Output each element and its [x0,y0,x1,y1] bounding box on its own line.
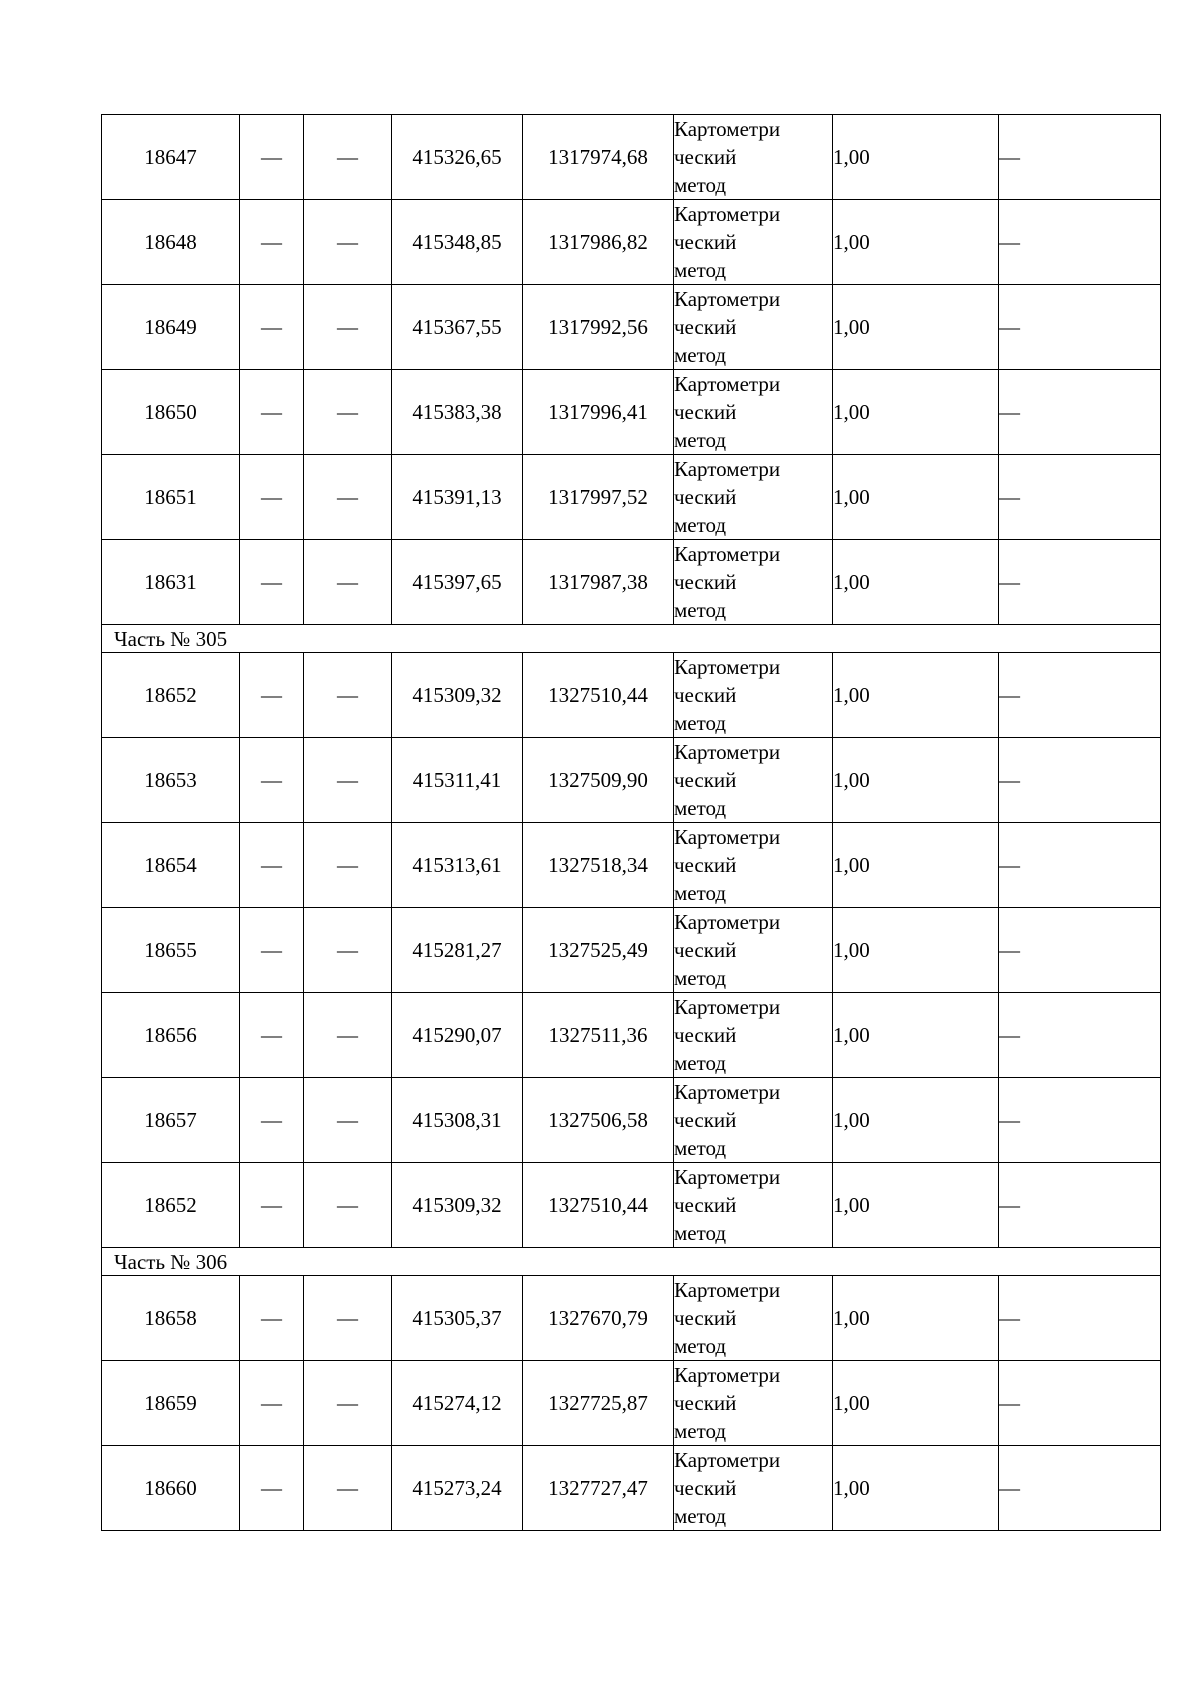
error-cell: 1,00 [833,908,999,993]
empty-dash-cell: — [304,370,392,455]
empty-dash-cell: — [304,993,392,1078]
method-cell [674,993,833,1078]
empty-dash-cell: — [240,1276,304,1361]
point-id-cell: 18652 [102,653,240,738]
description-dash-cell: — [999,540,1161,625]
error-cell: 1,00 [833,115,999,200]
description-dash-cell: — [999,285,1161,370]
empty-dash-cell: — [304,1361,392,1446]
method-line: ческий [674,683,737,707]
method-cell [674,653,833,738]
x-coordinate-cell: 415311,41 [392,738,523,823]
description-dash-cell: — [999,738,1161,823]
method-line: метод [674,173,727,197]
table-row [102,823,1161,908]
point-id-cell: 18655 [102,908,240,993]
table-row [102,1361,1161,1446]
method-line: Картометри [674,542,781,566]
y-coordinate-cell: 1317997,52 [523,455,674,540]
error-cell: 1,00 [833,1276,999,1361]
point-id-cell: 18648 [102,200,240,285]
table-row [102,653,1161,738]
method-line: Картометри [674,457,781,481]
point-id-cell: 18659 [102,1361,240,1446]
method-cell [674,285,833,370]
description-dash-cell: — [999,993,1161,1078]
method-line: Картометри [674,202,781,226]
method-cell [674,1078,833,1163]
method-line: ческий [674,1023,737,1047]
empty-dash-cell: — [304,540,392,625]
y-coordinate-cell: 1317974,68 [523,115,674,200]
y-coordinate-cell: 1317996,41 [523,370,674,455]
table-row [102,1446,1161,1531]
x-coordinate-cell: 415367,55 [392,285,523,370]
method-line: метод [674,1221,727,1245]
method-line: метод [674,881,727,905]
error-cell: 1,00 [833,993,999,1078]
method-line: метод [674,513,727,537]
point-id-cell: 18650 [102,370,240,455]
y-coordinate-cell: 1317992,56 [523,285,674,370]
description-dash-cell: — [999,115,1161,200]
y-coordinate-cell: 1327725,87 [523,1361,674,1446]
description-dash-cell: — [999,908,1161,993]
empty-dash-cell: — [304,823,392,908]
point-id-cell: 18647 [102,115,240,200]
method-line: метод [674,1051,727,1075]
empty-dash-cell: — [240,653,304,738]
error-cell: 1,00 [833,540,999,625]
point-id-cell: 18658 [102,1276,240,1361]
method-line: ческий [674,768,737,792]
y-coordinate-cell: 1317987,38 [523,540,674,625]
section-label: Часть № 306 [102,1248,1161,1276]
description-dash-cell: — [999,1361,1161,1446]
y-coordinate-cell: 1327509,90 [523,738,674,823]
empty-dash-cell: — [240,370,304,455]
description-dash-cell: — [999,455,1161,540]
error-cell: 1,00 [833,370,999,455]
method-line: метод [674,258,727,282]
method-line: Картометри [674,825,781,849]
error-cell: 1,00 [833,200,999,285]
method-cell [674,455,833,540]
point-id-cell: 18653 [102,738,240,823]
empty-dash-cell: — [304,1163,392,1248]
empty-dash-cell: — [240,908,304,993]
y-coordinate-cell: 1327518,34 [523,823,674,908]
error-cell: 1,00 [833,1446,999,1531]
error-cell: 1,00 [833,738,999,823]
method-line: Картометри [674,1278,781,1302]
error-cell: 1,00 [833,285,999,370]
table-row [102,1276,1161,1361]
method-line: Картометри [674,117,781,141]
method-cell [674,908,833,993]
method-line: метод [674,598,727,622]
table-row [102,908,1161,993]
method-line: ческий [674,938,737,962]
error-cell: 1,00 [833,653,999,738]
x-coordinate-cell: 415397,65 [392,540,523,625]
method-line: ческий [674,1108,737,1132]
empty-dash-cell: — [304,653,392,738]
x-coordinate-cell: 415281,27 [392,908,523,993]
description-dash-cell: — [999,1276,1161,1361]
description-dash-cell: — [999,1446,1161,1531]
point-id-cell: 18651 [102,455,240,540]
y-coordinate-cell: 1327510,44 [523,653,674,738]
table-body [102,115,1161,1531]
table-row [102,200,1161,285]
method-line: ческий [674,1476,737,1500]
point-id-cell: 18654 [102,823,240,908]
x-coordinate-cell: 415391,13 [392,455,523,540]
method-line: Картометри [674,1165,781,1189]
section-label: Часть № 305 [102,625,1161,653]
x-coordinate-cell: 415326,65 [392,115,523,200]
method-line: ческий [674,1306,737,1330]
empty-dash-cell: — [240,455,304,540]
x-coordinate-cell: 415305,37 [392,1276,523,1361]
point-id-cell: 18631 [102,540,240,625]
method-line: Картометри [674,287,781,311]
description-dash-cell: — [999,653,1161,738]
point-id-cell: 18656 [102,993,240,1078]
point-id-cell: 18649 [102,285,240,370]
method-line: Картометри [674,1448,781,1472]
method-cell [674,540,833,625]
empty-dash-cell: — [304,908,392,993]
section-header-row [102,625,1161,653]
y-coordinate-cell: 1327670,79 [523,1276,674,1361]
y-coordinate-cell: 1327510,44 [523,1163,674,1248]
error-cell: 1,00 [833,1078,999,1163]
table-row [102,1163,1161,1248]
point-id-cell: 18657 [102,1078,240,1163]
method-line: Картометри [674,372,781,396]
table-row [102,993,1161,1078]
method-line: Картометри [674,995,781,1019]
table-row [102,1078,1161,1163]
coordinates-table [101,114,1161,1531]
empty-dash-cell: — [304,738,392,823]
empty-dash-cell: — [240,823,304,908]
method-cell [674,1276,833,1361]
x-coordinate-cell: 415290,07 [392,993,523,1078]
table-row [102,738,1161,823]
method-line: ческий [674,1391,737,1415]
description-dash-cell: — [999,1163,1161,1248]
error-cell: 1,00 [833,823,999,908]
empty-dash-cell: — [304,455,392,540]
x-coordinate-cell: 415383,38 [392,370,523,455]
description-dash-cell: — [999,200,1161,285]
table-row [102,115,1161,200]
method-line: метод [674,1419,727,1443]
empty-dash-cell: — [240,115,304,200]
y-coordinate-cell: 1327511,36 [523,993,674,1078]
empty-dash-cell: — [304,1078,392,1163]
method-line: Картометри [674,910,781,934]
method-line: метод [674,966,727,990]
point-id-cell: 18652 [102,1163,240,1248]
x-coordinate-cell: 415309,32 [392,1163,523,1248]
method-line: ческий [674,145,737,169]
method-cell [674,1163,833,1248]
description-dash-cell: — [999,1078,1161,1163]
empty-dash-cell: — [240,993,304,1078]
method-line: ческий [674,485,737,509]
method-line: метод [674,1334,727,1358]
method-line: ческий [674,853,737,877]
method-cell [674,370,833,455]
method-cell [674,1446,833,1531]
error-cell: 1,00 [833,1361,999,1446]
method-line: метод [674,428,727,452]
x-coordinate-cell: 415309,32 [392,653,523,738]
method-line: Картометри [674,655,781,679]
method-cell [674,200,833,285]
table-row [102,285,1161,370]
empty-dash-cell: — [304,115,392,200]
empty-dash-cell: — [304,200,392,285]
method-line: ческий [674,315,737,339]
description-dash-cell: — [999,823,1161,908]
x-coordinate-cell: 415313,61 [392,823,523,908]
y-coordinate-cell: 1317986,82 [523,200,674,285]
description-dash-cell: — [999,370,1161,455]
method-line: метод [674,343,727,367]
method-cell [674,738,833,823]
method-line: ческий [674,230,737,254]
y-coordinate-cell: 1327525,49 [523,908,674,993]
error-cell: 1,00 [833,455,999,540]
empty-dash-cell: — [240,1446,304,1531]
method-cell [674,823,833,908]
y-coordinate-cell: 1327727,47 [523,1446,674,1531]
empty-dash-cell: — [240,1163,304,1248]
method-line: ческий [674,400,737,424]
table-row [102,455,1161,540]
empty-dash-cell: — [240,1361,304,1446]
table-row [102,540,1161,625]
point-id-cell: 18660 [102,1446,240,1531]
empty-dash-cell: — [240,285,304,370]
empty-dash-cell: — [240,540,304,625]
method-line: метод [674,1136,727,1160]
method-line: Картометри [674,740,781,764]
method-cell [674,115,833,200]
method-line: ческий [674,570,737,594]
method-line: метод [674,1504,727,1528]
empty-dash-cell: — [240,738,304,823]
x-coordinate-cell: 415348,85 [392,200,523,285]
x-coordinate-cell: 415274,12 [392,1361,523,1446]
section-header-row [102,1248,1161,1276]
table-row [102,370,1161,455]
empty-dash-cell: — [304,1276,392,1361]
method-line: Картометри [674,1080,781,1104]
x-coordinate-cell: 415308,31 [392,1078,523,1163]
empty-dash-cell: — [240,1078,304,1163]
empty-dash-cell: — [304,285,392,370]
method-line: ческий [674,1193,737,1217]
method-line: метод [674,796,727,820]
method-line: Картометри [674,1363,781,1387]
x-coordinate-cell: 415273,24 [392,1446,523,1531]
method-cell [674,1361,833,1446]
empty-dash-cell: — [304,1446,392,1531]
empty-dash-cell: — [240,200,304,285]
method-line: метод [674,711,727,735]
y-coordinate-cell: 1327506,58 [523,1078,674,1163]
error-cell: 1,00 [833,1163,999,1248]
